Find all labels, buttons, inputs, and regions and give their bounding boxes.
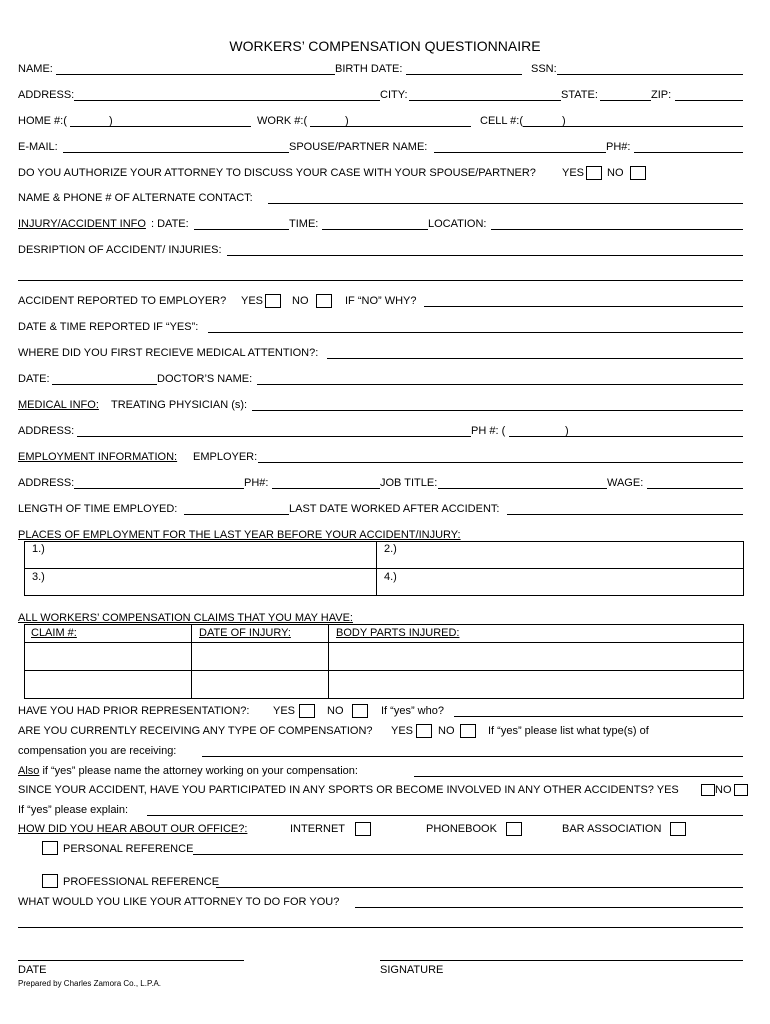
medical-info-heading: MEDICAL INFO: bbox=[18, 399, 99, 411]
claims-header-label: DATE OF INJURY: bbox=[199, 627, 291, 639]
phonebook-checkbox[interactable] bbox=[506, 822, 522, 836]
last-date-label: LAST DATE WORKED AFTER ACCIDENT: bbox=[289, 503, 500, 515]
personal-reference-field[interactable] bbox=[193, 854, 743, 855]
city-label: CITY: bbox=[380, 89, 408, 101]
physician-address-field[interactable] bbox=[77, 436, 471, 437]
name-label: NAME: bbox=[18, 63, 53, 75]
places-cell-4[interactable] bbox=[376, 568, 744, 596]
cell-close-paren: ) bbox=[562, 115, 566, 127]
signature-line[interactable] bbox=[380, 960, 743, 961]
bar-association-checkbox[interactable] bbox=[670, 822, 686, 836]
state-field[interactable] bbox=[600, 100, 651, 101]
claims-cell[interactable] bbox=[24, 642, 192, 671]
internet-checkbox[interactable] bbox=[355, 822, 371, 836]
authorize-yes-label: YES bbox=[562, 167, 585, 179]
injury-info-heading: INJURY/ACCIDENT INFO bbox=[18, 218, 146, 230]
since-no-checkbox[interactable] bbox=[734, 784, 748, 796]
employer-field[interactable] bbox=[258, 462, 743, 463]
job-title-field[interactable] bbox=[438, 488, 607, 489]
places-cell-2[interactable] bbox=[376, 541, 744, 569]
birth-date-field[interactable] bbox=[406, 74, 522, 75]
date-time-reported-field[interactable] bbox=[208, 332, 743, 333]
reported-yes-label: YES bbox=[241, 295, 264, 307]
what-would-field-line2[interactable] bbox=[18, 927, 743, 928]
physician-close-paren: ) bbox=[565, 425, 569, 437]
description-label: DESRIPTION OF ACCIDENT/ INJURIES: bbox=[18, 244, 222, 256]
claims-cell[interactable] bbox=[328, 642, 744, 671]
prior-rep-no-checkbox[interactable] bbox=[352, 704, 368, 718]
compensation-receiving-field[interactable] bbox=[202, 756, 743, 757]
ssn-field[interactable] bbox=[557, 74, 743, 75]
places-heading: PLACES OF EMPLOYMENT FOR THE LAST YEAR BEFORE YOUR ACCIDENT/INJURY: bbox=[18, 529, 461, 541]
city-field[interactable] bbox=[409, 100, 561, 101]
length-employed-field[interactable] bbox=[184, 514, 289, 515]
date-signature-line[interactable] bbox=[18, 960, 244, 961]
reported-question: ACCIDENT REPORTED TO EMPLOYER? bbox=[18, 295, 227, 307]
home-close-paren: ) bbox=[109, 115, 113, 127]
wage-field[interactable] bbox=[647, 488, 743, 489]
claims-cell[interactable] bbox=[191, 642, 329, 671]
places-cell-label: 1.) bbox=[32, 543, 45, 555]
email-label: E-MAIL: bbox=[18, 141, 58, 153]
compensation-receiving-label: compensation you are receiving: bbox=[18, 745, 177, 757]
treating-label: TREATING PHYSICIAN (s): bbox=[111, 399, 248, 411]
claims-cell[interactable] bbox=[24, 670, 192, 699]
places-cell-3[interactable] bbox=[24, 568, 377, 596]
personal-reference-label: PERSONAL REFERENCE bbox=[63, 843, 194, 855]
employer-address-label: ADDRESS: bbox=[18, 477, 75, 489]
injury-location-field[interactable] bbox=[491, 229, 743, 230]
claims-cell[interactable] bbox=[328, 670, 744, 699]
birth-date-label: BIRTH DATE: bbox=[335, 63, 403, 75]
claims-cell[interactable] bbox=[191, 670, 329, 699]
employment-info-heading: EMPLOYMENT INFORMATION: bbox=[18, 451, 178, 463]
physician-ph-field[interactable] bbox=[509, 436, 743, 437]
reported-no-checkbox[interactable] bbox=[316, 294, 332, 308]
address-label: ADDRESS: bbox=[18, 89, 75, 101]
injury-date-field[interactable] bbox=[194, 229, 289, 230]
last-date-field[interactable] bbox=[507, 514, 743, 515]
claims-header-claim bbox=[24, 624, 192, 643]
first-medical-label: WHERE DID YOU FIRST RECIEVE MEDICAL ATTENTION?: bbox=[18, 347, 319, 359]
treating-field[interactable] bbox=[252, 410, 743, 411]
name-field[interactable] bbox=[56, 74, 335, 75]
date-time-reported-label: DATE & TIME REPORTED IF “YES”: bbox=[18, 321, 199, 333]
cell-phone-field[interactable] bbox=[523, 126, 743, 127]
employer-address-field[interactable] bbox=[74, 488, 244, 489]
prior-rep-question: HAVE YOU HAD PRIOR REPRESENTATION?: bbox=[18, 705, 250, 717]
reported-yes-checkbox[interactable] bbox=[265, 294, 281, 308]
injury-time-field[interactable] bbox=[322, 229, 428, 230]
explain-label: If “yes” please explain: bbox=[18, 804, 129, 816]
receiving-yes-label: YES bbox=[391, 725, 414, 737]
doctor-field[interactable] bbox=[257, 384, 743, 385]
also-word: Also bbox=[18, 765, 40, 777]
reported-no-label: NO bbox=[292, 295, 309, 307]
alt-contact-field[interactable] bbox=[268, 203, 743, 204]
authorize-yes-checkbox[interactable] bbox=[586, 166, 602, 180]
cell-phone-label: CELL #:( bbox=[480, 115, 524, 127]
signature-label: SIGNATURE bbox=[380, 964, 444, 976]
explain-field[interactable] bbox=[147, 815, 743, 816]
authorize-question: DO YOU AUTHORIZE YOUR ATTORNEY TO DISCUSS YOUR CASE WITH YOUR SPOUSE/PARTNER? bbox=[18, 167, 536, 179]
attorney-name-label bbox=[18, 765, 358, 778]
places-cell-label: 2.) bbox=[384, 543, 397, 555]
work-phone-field[interactable] bbox=[310, 126, 471, 127]
address-field[interactable] bbox=[74, 100, 380, 101]
email-field[interactable] bbox=[63, 152, 289, 153]
description-field[interactable] bbox=[227, 255, 743, 256]
if-no-why-label: IF “NO” WHY? bbox=[345, 295, 417, 307]
state-label: STATE: bbox=[561, 89, 598, 101]
wage-label: WAGE: bbox=[607, 477, 644, 489]
work-close-paren: ) bbox=[345, 115, 349, 127]
doctor-label: DOCTOR’S NAME: bbox=[157, 373, 253, 385]
physician-ph-label: PH #: ( bbox=[471, 425, 506, 437]
receiving-no-label: NO bbox=[438, 725, 455, 737]
places-cell-label: 4.) bbox=[384, 571, 397, 583]
job-title-label: JOB TITLE: bbox=[380, 477, 438, 489]
how-hear-question: HOW DID YOU HEAR ABOUT OUR OFFICE?: bbox=[18, 823, 248, 835]
professional-reference-checkbox[interactable] bbox=[42, 874, 58, 888]
home-phone-field[interactable] bbox=[70, 126, 251, 127]
internet-label: INTERNET bbox=[290, 823, 345, 835]
form-title: WORKERS’ COMPENSATION QUESTIONNAIRE bbox=[229, 38, 541, 54]
phonebook-label: PHONEBOOK bbox=[426, 823, 497, 835]
places-cell-label: 3.) bbox=[32, 571, 45, 583]
prior-rep-no-label: NO bbox=[327, 705, 344, 717]
bar-association-label: BAR ASSOCIATION bbox=[562, 823, 662, 835]
injury-time-label: TIME: bbox=[289, 218, 319, 230]
medical-date-field[interactable] bbox=[52, 384, 157, 385]
also-rest: if “yes” please name the attorney working on your compensation: bbox=[39, 765, 358, 777]
home-phone-label: HOME #:( bbox=[18, 115, 67, 127]
claims-header-label: CLAIM #: bbox=[31, 627, 77, 639]
since-no-label: NO bbox=[715, 784, 732, 796]
claims-header-date bbox=[191, 624, 329, 643]
claims-heading: ALL WORKERS’ COMPENSATION CLAIMS THAT YOU MAY HAVE: bbox=[18, 612, 353, 624]
prior-rep-yes-label: YES bbox=[273, 705, 296, 717]
attorney-name-field[interactable] bbox=[414, 776, 743, 777]
if-no-why-field[interactable] bbox=[424, 306, 743, 307]
what-would-field[interactable] bbox=[355, 907, 743, 908]
receiving-no-checkbox[interactable] bbox=[460, 724, 476, 738]
zip-field[interactable] bbox=[675, 100, 743, 101]
prior-rep-yes-checkbox[interactable] bbox=[299, 704, 315, 718]
injury-date-label: : DATE: bbox=[151, 218, 189, 230]
employer-label: EMPLOYER: bbox=[193, 451, 258, 463]
employer-ph-label: PH#: bbox=[244, 477, 269, 489]
spouse-label: SPOUSE/PARTNER NAME: bbox=[289, 141, 428, 153]
zip-label: ZIP: bbox=[651, 89, 672, 101]
if-yes-list-label: If “yes” please list what type(s) of bbox=[488, 725, 649, 737]
receiving-yes-checkbox[interactable] bbox=[416, 724, 432, 738]
medical-date-label: DATE: bbox=[18, 373, 50, 385]
what-would-label: WHAT WOULD YOU LIKE YOUR ATTORNEY TO DO FOR YOU? bbox=[18, 896, 340, 908]
spouse-ph-field[interactable] bbox=[634, 152, 743, 153]
places-cell-1[interactable] bbox=[24, 541, 377, 569]
spouse-field[interactable] bbox=[434, 152, 606, 153]
description-field-line2[interactable] bbox=[18, 280, 743, 281]
injury-location-label: LOCATION: bbox=[428, 218, 487, 230]
work-phone-label: WORK #:( bbox=[257, 115, 308, 127]
length-employed-label: LENGTH OF TIME EMPLOYED: bbox=[18, 503, 178, 515]
prepared-by: Prepared by Charles Zamora Co., L.P.A. bbox=[18, 979, 162, 988]
receiving-question: ARE YOU CURRENTLY RECEIVING ANY TYPE OF COMPENSATION? bbox=[18, 725, 373, 737]
professional-reference-field[interactable] bbox=[216, 887, 743, 888]
alt-contact-label: NAME & PHONE # OF ALTERNATE CONTACT: bbox=[18, 192, 253, 204]
date-signature-label: DATE bbox=[18, 964, 47, 976]
professional-reference-label: PROFESSIONAL REFERENCE bbox=[63, 876, 220, 888]
if-yes-who-label: If “yes” who? bbox=[381, 705, 444, 717]
authorize-no-label: NO bbox=[607, 167, 624, 179]
authorize-no-checkbox[interactable] bbox=[630, 166, 646, 180]
personal-reference-checkbox[interactable] bbox=[42, 841, 58, 855]
since-yes-checkbox[interactable] bbox=[701, 784, 715, 796]
employer-ph-field[interactable] bbox=[272, 488, 380, 489]
claims-header-label: BODY PARTS INJURED: bbox=[336, 627, 460, 639]
spouse-ph-label: PH#: bbox=[606, 141, 631, 153]
claims-header-body-parts bbox=[328, 624, 744, 643]
first-medical-field[interactable] bbox=[327, 358, 743, 359]
since-accident-question: SINCE YOUR ACCIDENT, HAVE YOU PARTICIPATED IN ANY SPORTS OR BECOME INVOLVED IN ANY OTHER ACCIDENTS? YES bbox=[18, 784, 679, 796]
physician-address-label: ADDRESS: bbox=[18, 425, 75, 437]
ssn-label: SSN: bbox=[531, 63, 557, 75]
if-yes-who-field[interactable] bbox=[454, 716, 743, 717]
